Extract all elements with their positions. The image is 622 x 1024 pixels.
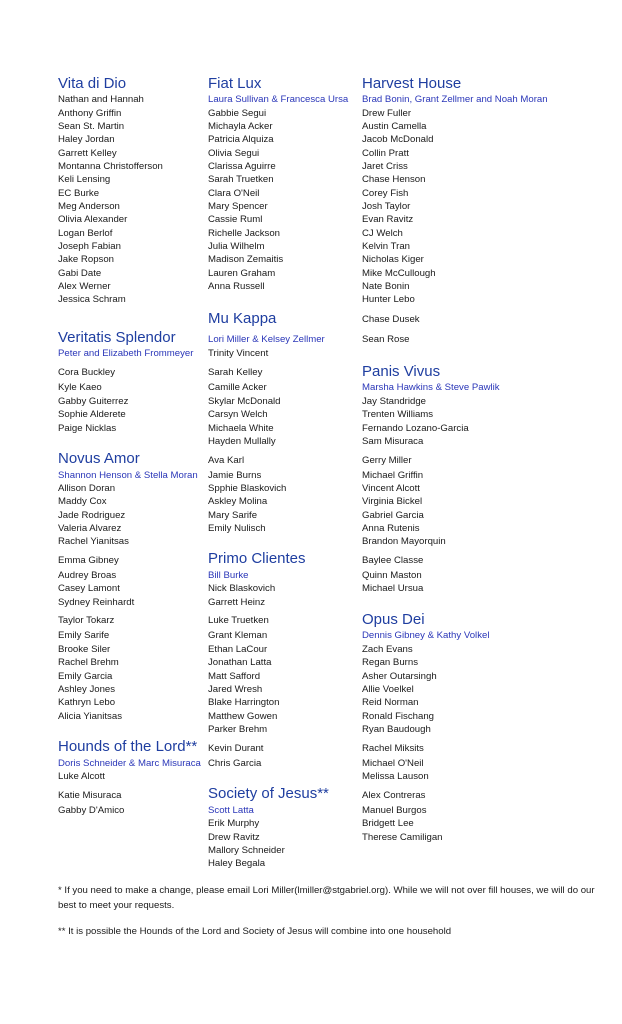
- footnote-change-request: * If you need to make a change, please email Lori Miller(lmiller@stgabriel.org). While we will not over fill houses, we will do our best to meet your requests.: [58, 885, 595, 911]
- member-name: Joseph Fabian: [58, 241, 121, 252]
- member-name: Sydney Reinhardt: [58, 597, 135, 608]
- member-name: Hayden Mullally: [208, 436, 276, 447]
- house-leaders-hounds-of-the-lord: Doris Schneider & Marc Misuraca: [58, 758, 201, 769]
- member-name: Hunter Lebo: [362, 294, 415, 305]
- member-name: Drew Ravitz: [208, 832, 260, 843]
- member-name: Haley Jordan: [58, 134, 115, 145]
- member-name: EC Burke: [58, 188, 100, 199]
- member-name: Nicholas Kiger: [362, 254, 424, 265]
- member-name: Sarah Kelley: [208, 367, 263, 378]
- member-name: Askley Molina: [208, 496, 268, 507]
- member-name: Zach Evans: [362, 644, 413, 655]
- member-name: Josh Taylor: [362, 201, 411, 212]
- member-name: Michael Ursua: [362, 583, 424, 594]
- member-name: Jacob McDonald: [362, 134, 434, 145]
- member-name: Paige Nicklas: [58, 423, 117, 434]
- member-name: Richelle Jackson: [208, 228, 280, 239]
- member-name: Chase Henson: [362, 174, 426, 185]
- member-name: Asher Outarsingh: [362, 671, 437, 682]
- member-name: Cassie Ruml: [208, 214, 263, 225]
- member-name: Mallory Schneider: [208, 845, 285, 856]
- member-name: CJ Welch: [362, 228, 403, 239]
- member-name: Ethan LaCour: [208, 644, 268, 655]
- member-name: Mike McCullough: [362, 268, 436, 279]
- member-name: Trenten Williams: [362, 409, 434, 420]
- member-name: Jonathan Latta: [208, 657, 272, 668]
- member-name: Corey Fish: [362, 188, 409, 199]
- member-name: Alex Contreras: [362, 790, 426, 801]
- member-name: Valeria Alvarez: [58, 523, 122, 534]
- house-title-hounds-of-the-lord: Hounds of the Lord**: [58, 738, 198, 755]
- house-title-mu-kappa: Mu Kappa: [208, 310, 277, 327]
- member-name: Manuel Burgos: [362, 805, 427, 816]
- member-name: Sophie Alderete: [58, 409, 126, 420]
- member-name: Kathryn Lebo: [58, 697, 116, 708]
- member-name: Madison Zemaitis: [208, 254, 284, 265]
- member-name: Luke Alcott: [58, 771, 105, 782]
- house-title-primo-clientes: Primo Clientes: [208, 550, 306, 567]
- house-title-panis-vivus: Panis Vivus: [362, 363, 441, 380]
- member-name: Camille Acker: [208, 382, 267, 393]
- member-name: Collin Pratt: [362, 148, 409, 159]
- member-name: Chris Garcia: [208, 758, 262, 769]
- member-name: Ronald Fischang: [362, 711, 434, 722]
- member-name: Haley Begala: [208, 858, 266, 869]
- member-name: Skylar McDonald: [208, 396, 281, 407]
- member-name: Montanna Christofferson: [58, 161, 163, 172]
- house-leaders-harvest-house: Brad Bonin, Grant Zellmer and Noah Moran: [362, 94, 548, 105]
- member-name: Ava Karl: [208, 455, 245, 466]
- member-name: Erik Murphy: [208, 818, 260, 829]
- house-leaders-opus-dei: Dennis Gibney & Kathy Volkel: [362, 630, 490, 641]
- member-name: Emily Nulisch: [208, 523, 266, 534]
- member-name: Meg Anderson: [58, 201, 120, 212]
- member-name: Gabby D'Amico: [58, 805, 125, 816]
- member-name: Garrett Kelley: [58, 148, 117, 159]
- house-title-fiat-lux: Fiat Lux: [208, 75, 262, 92]
- member-name: Logan Berlof: [58, 228, 113, 239]
- house-title-veritatis-splendor: Veritatis Splendor: [58, 329, 176, 346]
- member-name: Emily Sarife: [58, 630, 110, 641]
- member-name: Ryan Baudough: [362, 724, 431, 735]
- member-name: Kevin Durant: [208, 743, 264, 754]
- house-title-vita-di-dio: Vita di Dio: [58, 75, 127, 92]
- footnote-combine-households: ** It is possible the Hounds of the Lord and Society of Jesus will combine into one household: [58, 926, 452, 937]
- member-name: Virginia Bickel: [362, 496, 423, 507]
- member-name: Gabbie Segui: [208, 108, 267, 119]
- member-name: Michaela White: [208, 423, 274, 434]
- member-name: Sean Rose: [362, 334, 410, 345]
- member-name: Jessica Schram: [58, 294, 126, 305]
- member-name: Taylor Tokarz: [58, 615, 115, 626]
- member-name: Casey Lamont: [58, 583, 120, 594]
- member-name: Michayla Acker: [208, 121, 273, 132]
- member-name: Cora Buckley: [58, 367, 116, 378]
- member-name: Matt Safford: [208, 671, 261, 682]
- member-name: Austin Camella: [362, 121, 427, 132]
- member-name: Vincent Alcott: [362, 483, 420, 494]
- member-name: Quinn Maston: [362, 570, 422, 581]
- member-name: Luke Truetken: [208, 615, 269, 626]
- member-name: Ashley Jones: [58, 684, 116, 695]
- member-name: Therese Camiligan: [362, 832, 443, 843]
- member-name: Brandon Mayorquin: [362, 536, 446, 547]
- member-name: Keli Lensing: [58, 174, 111, 185]
- member-name: Lauren Graham: [208, 268, 276, 279]
- member-name: Alex Werner: [58, 281, 111, 292]
- member-name: Clarissa Aguirre: [208, 161, 276, 172]
- member-name: Sam Misuraca: [362, 436, 424, 447]
- member-name: Jay Standridge: [362, 396, 426, 407]
- member-name: Sean St. Martin: [58, 121, 125, 132]
- member-name: Spphie Blaskovich: [208, 483, 287, 494]
- member-name: Sarah Truetken: [208, 174, 274, 185]
- member-name: Anna Rutenis: [362, 523, 420, 534]
- member-name: Regan Burns: [362, 657, 418, 668]
- member-name: Emma Gibney: [58, 555, 119, 566]
- member-name: Clara O'Neil: [208, 188, 260, 199]
- member-name: Baylee Classe: [362, 555, 424, 566]
- house-leaders-fiat-lux: Laura Sullivan & Francesca Ursa: [208, 94, 349, 105]
- member-name: Gabby Guiterrez: [58, 396, 129, 407]
- member-name: Gabi Date: [58, 268, 102, 279]
- member-name: Parker Brehm: [208, 724, 268, 735]
- member-name: Blake Harrington: [208, 697, 280, 708]
- member-name: Gabriel Garcia: [362, 510, 424, 521]
- member-name: Grant Kleman: [208, 630, 268, 641]
- house-leaders-novus-amor: Shannon Henson & Stella Moran: [58, 470, 198, 481]
- member-name: Carsyn Welch: [208, 409, 268, 420]
- member-name: Alicia Yianitsas: [58, 711, 122, 722]
- member-name: Garrett Heinz: [208, 597, 266, 608]
- house-leaders-society-of-jesus: Scott Latta: [208, 805, 254, 816]
- member-name: Olivia Alexander: [58, 214, 128, 225]
- member-name: Evan Ravitz: [362, 214, 414, 225]
- member-name: Michael O'Neil: [362, 758, 424, 769]
- house-title-opus-dei: Opus Dei: [362, 611, 425, 628]
- member-name: Drew Fuller: [362, 108, 412, 119]
- member-name: Allison Doran: [58, 483, 116, 494]
- house-leaders-vita-di-dio: Nathan and Hannah: [58, 94, 144, 105]
- member-name: Mary Sarife: [208, 510, 258, 521]
- member-name: Emily Garcia: [58, 671, 113, 682]
- house-title-harvest-house: Harvest House: [362, 75, 462, 92]
- member-name: Chase Dusek: [362, 314, 420, 325]
- member-name: Matthew Gowen: [208, 711, 278, 722]
- member-name: Nick Blaskovich: [208, 583, 276, 594]
- member-name: Nate Bonin: [362, 281, 410, 292]
- house-leaders-primo-clientes: Bill Burke: [208, 570, 249, 581]
- member-name: Jake Ropson: [58, 254, 114, 265]
- member-name: Rachel Brehm: [58, 657, 119, 668]
- member-name: Olivia Segui: [208, 148, 260, 159]
- member-name: Julia Wilhelm: [208, 241, 265, 252]
- house-title-society-of-jesus: Society of Jesus**: [208, 785, 329, 802]
- member-name: Jared Wresh: [208, 684, 263, 695]
- member-name: Anna Russell: [208, 281, 265, 292]
- member-name: Kelvin Tran: [362, 241, 410, 252]
- member-name: Mary Spencer: [208, 201, 268, 212]
- member-name: Jaret Criss: [362, 161, 408, 172]
- member-name: Maddy Cox: [58, 496, 107, 507]
- member-name: Rachel Miksits: [362, 743, 424, 754]
- member-name: Patricia Alquiza: [208, 134, 274, 145]
- house-leaders-mu-kappa: Lori Miller & Kelsey Zellmer: [208, 334, 325, 345]
- member-name: Kyle Kaeo: [58, 382, 102, 393]
- member-name: Anthony Griffin: [58, 108, 122, 119]
- member-name: Rachel Yianitsas: [58, 536, 129, 547]
- member-name: Jade Rodriguez: [58, 510, 126, 521]
- member-name: Allie Voelkel: [362, 684, 414, 695]
- member-name: Reid Norman: [362, 697, 419, 708]
- member-name: Brooke Siler: [58, 644, 111, 655]
- member-name: Bridgett Lee: [362, 818, 414, 829]
- member-name: Gerry Miller: [362, 455, 412, 466]
- member-name: Melissa Lauson: [362, 771, 429, 782]
- house-title-novus-amor: Novus Amor: [58, 450, 140, 467]
- member-name: Fernando Lozano-Garcia: [362, 423, 469, 434]
- member-name: Michael Griffin: [362, 470, 424, 481]
- house-leaders-panis-vivus: Marsha Hawkins & Steve Pawlik: [362, 382, 500, 393]
- member-name: Trinity Vincent: [208, 348, 269, 359]
- member-name: Katie Misuraca: [58, 790, 122, 801]
- member-name: Audrey Broas: [58, 570, 117, 581]
- house-leaders-veritatis-splendor: Peter and Elizabeth Frommeyer: [58, 348, 194, 359]
- member-name: Jamie Burns: [208, 470, 262, 481]
